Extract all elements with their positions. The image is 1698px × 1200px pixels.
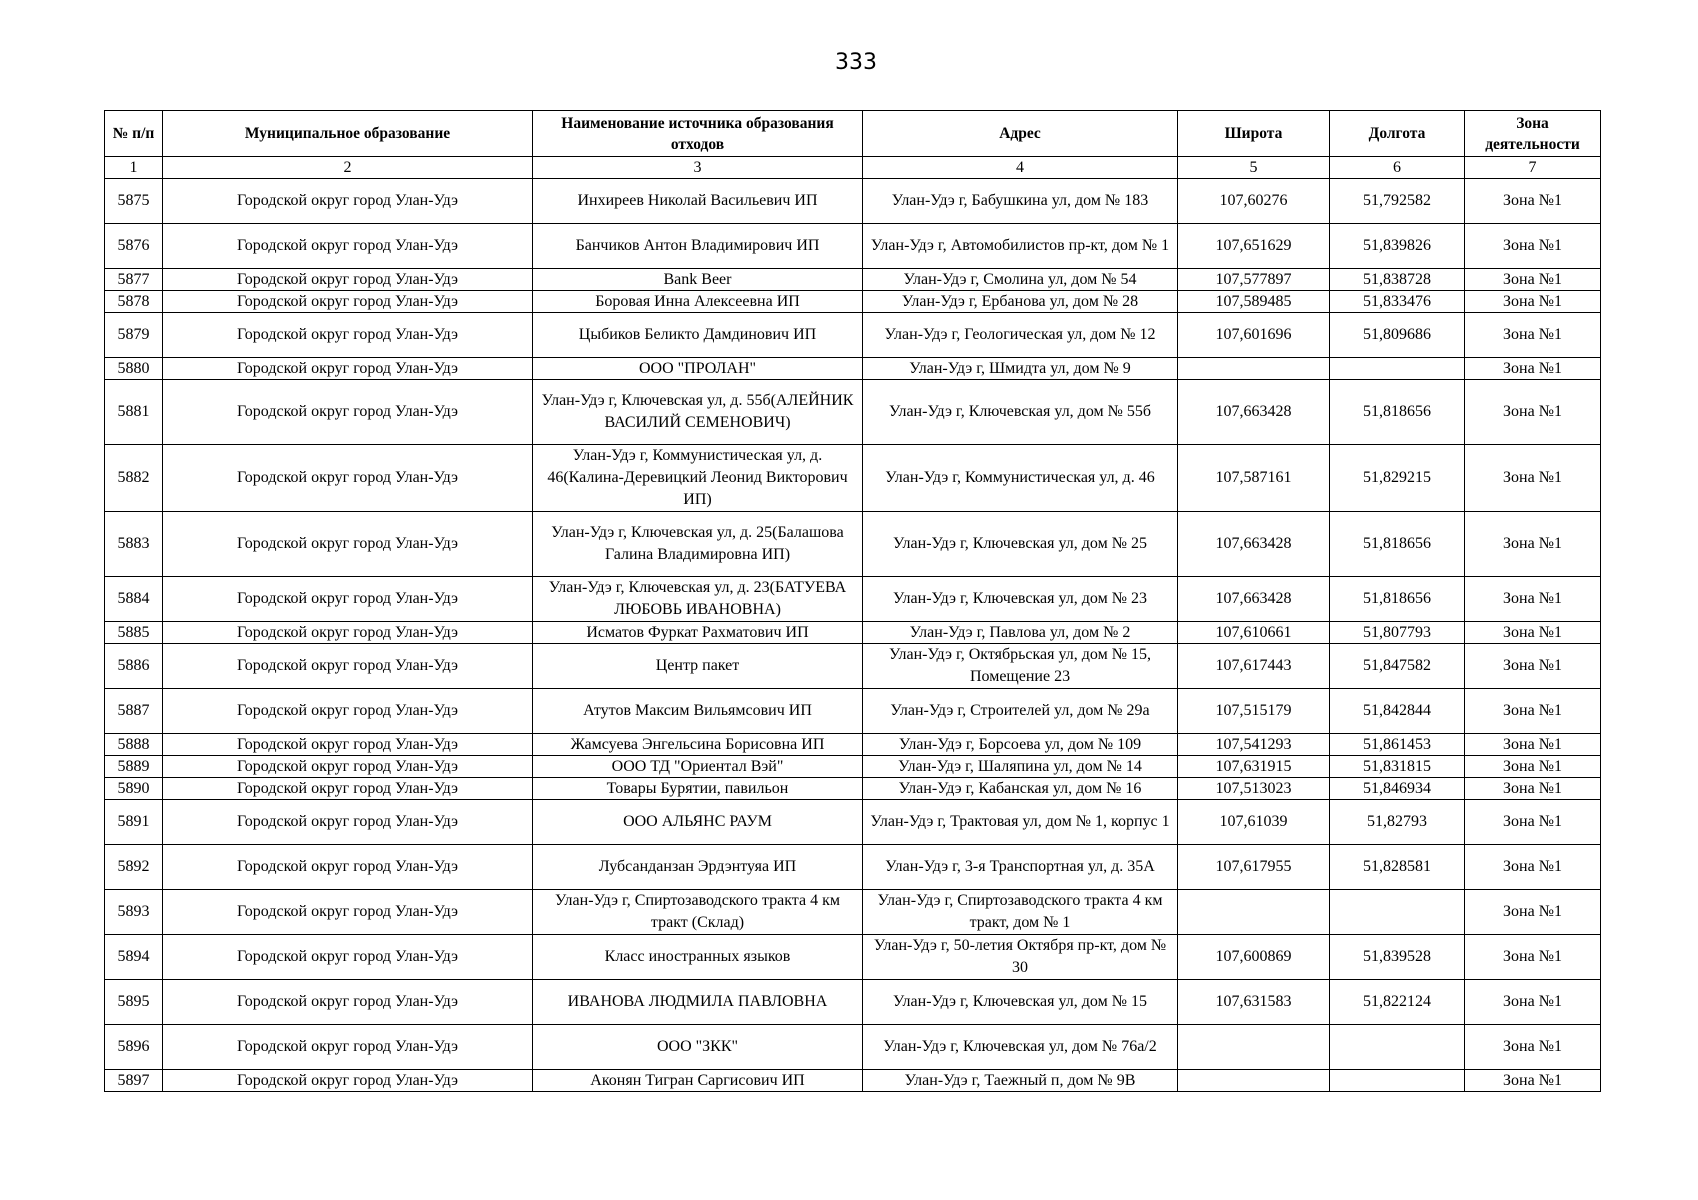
- row-number-cell: 5894: [105, 935, 163, 980]
- table-row: [105, 269, 1601, 291]
- longitude-cell: 51,792582: [1330, 179, 1465, 224]
- address-cell: Улан-Удэ г, Строителей ул, дом № 29а: [863, 689, 1178, 734]
- longitude-cell: 51,839826: [1330, 224, 1465, 269]
- address-cell: Улан-Удэ г, Трактовая ул, дом № 1, корпус 1: [863, 800, 1178, 845]
- zone-cell: Зона №1: [1465, 622, 1601, 644]
- municipality-cell: Городской округ город Улан-Удэ: [163, 778, 533, 800]
- longitude-cell: 51,842844: [1330, 689, 1465, 734]
- latitude-cell: 107,631583: [1178, 980, 1330, 1025]
- latitude-cell: [1178, 1025, 1330, 1070]
- longitude-cell: 51,809686: [1330, 313, 1465, 358]
- latitude-cell: 107,60276: [1178, 179, 1330, 224]
- latitude-cell: 107,663428: [1178, 380, 1330, 445]
- longitude-cell: 51,818656: [1330, 577, 1465, 622]
- latitude-cell: [1178, 358, 1330, 380]
- source-name-cell: Исматов Фуркат Рахматович ИП: [533, 622, 863, 644]
- municipality-cell: Городской округ город Улан-Удэ: [163, 689, 533, 734]
- address-cell: Улан-Удэ г, Автомобилистов пр-кт, дом № 1: [863, 224, 1178, 269]
- address-cell: Улан-Удэ г, Геологическая ул, дом № 12: [863, 313, 1178, 358]
- row-number-cell: 5887: [105, 689, 163, 734]
- longitude-cell: 51,839528: [1330, 935, 1465, 980]
- table-row: [105, 778, 1601, 800]
- page-number: 333: [835, 50, 877, 75]
- address-cell: Улан-Удэ г, Кабанская ул, дом № 16: [863, 778, 1178, 800]
- column-index: 4: [863, 157, 1178, 179]
- table-body: [105, 179, 1601, 1092]
- longitude-cell: 51,831815: [1330, 756, 1465, 778]
- longitude-cell: 51,818656: [1330, 380, 1465, 445]
- source-name-cell: Атутов Максим Вильямсович ИП: [533, 689, 863, 734]
- source-name-cell: ИВАНОВА ЛЮДМИЛА ПАВЛОВНА: [533, 980, 863, 1025]
- zone-cell: Зона №1: [1465, 1025, 1601, 1070]
- zone-cell: Зона №1: [1465, 313, 1601, 358]
- latitude-cell: 107,631915: [1178, 756, 1330, 778]
- source-name-cell: Bank Beer: [533, 269, 863, 291]
- table-row: [105, 313, 1601, 358]
- column-header-source-name: Наименование источника образования отходов: [533, 111, 863, 157]
- address-cell: Улан-Удэ г, Коммунистическая ул, д. 46: [863, 445, 1178, 512]
- longitude-cell: 51,818656: [1330, 512, 1465, 577]
- municipality-cell: Городской округ город Улан-Удэ: [163, 980, 533, 1025]
- longitude-cell: 51,829215: [1330, 445, 1465, 512]
- latitude-cell: 107,651629: [1178, 224, 1330, 269]
- source-name-cell: ООО ТД "Ориентал Вэй": [533, 756, 863, 778]
- zone-cell: Зона №1: [1465, 512, 1601, 577]
- municipality-cell: Городской округ город Улан-Удэ: [163, 644, 533, 689]
- address-cell: Улан-Удэ г, Бабушкина ул, дом № 183: [863, 179, 1178, 224]
- longitude-cell: 51,82793: [1330, 800, 1465, 845]
- source-name-cell: Жамсуева Энгельсина Борисовна ИП: [533, 734, 863, 756]
- latitude-cell: 107,663428: [1178, 577, 1330, 622]
- latitude-cell: 107,589485: [1178, 291, 1330, 313]
- zone-cell: Зона №1: [1465, 845, 1601, 890]
- zone-cell: Зона №1: [1465, 445, 1601, 512]
- address-cell: Улан-Удэ г, Ключевская ул, дом № 15: [863, 980, 1178, 1025]
- column-header-longitude: Долгота: [1330, 111, 1465, 157]
- source-name-cell: ООО АЛЬЯНС РАУМ: [533, 800, 863, 845]
- column-index: 3: [533, 157, 863, 179]
- row-number-cell: 5881: [105, 380, 163, 445]
- address-cell: Улан-Удэ г, Ербанова ул, дом № 28: [863, 291, 1178, 313]
- latitude-cell: 107,617443: [1178, 644, 1330, 689]
- row-number-cell: 5889: [105, 756, 163, 778]
- source-name-cell: Аконян Тигран Саргисович ИП: [533, 1070, 863, 1092]
- latitude-cell: 107,587161: [1178, 445, 1330, 512]
- municipality-cell: Городской округ город Улан-Удэ: [163, 380, 533, 445]
- column-header-municipality: Муниципальное образование: [163, 111, 533, 157]
- table-row: [105, 358, 1601, 380]
- row-number-cell: 5895: [105, 980, 163, 1025]
- row-number-cell: 5892: [105, 845, 163, 890]
- municipality-cell: Городской округ город Улан-Удэ: [163, 577, 533, 622]
- table-row: [105, 380, 1601, 445]
- table-row: [105, 224, 1601, 269]
- longitude-cell: 51,861453: [1330, 734, 1465, 756]
- longitude-cell: 51,833476: [1330, 291, 1465, 313]
- municipality-cell: Городской округ город Улан-Удэ: [163, 734, 533, 756]
- source-name-cell: Улан-Удэ г, Ключевская ул, д. 23(БАТУЕВА ЛЮБОВЬ ИВАНОВНА): [533, 577, 863, 622]
- row-number-cell: 5890: [105, 778, 163, 800]
- municipality-cell: Городской округ город Улан-Удэ: [163, 890, 533, 935]
- municipality-cell: Городской округ город Улан-Удэ: [163, 622, 533, 644]
- waste-source-table: [104, 110, 1601, 1092]
- address-cell: Улан-Удэ г, Шмидта ул, дом № 9: [863, 358, 1178, 380]
- source-name-cell: Лубсанданзан Эрдэнтуяа ИП: [533, 845, 863, 890]
- row-number-cell: 5891: [105, 800, 163, 845]
- municipality-cell: Городской округ город Улан-Удэ: [163, 445, 533, 512]
- row-number-cell: 5897: [105, 1070, 163, 1092]
- address-cell: Улан-Удэ г, Ключевская ул, дом № 55б: [863, 380, 1178, 445]
- zone-cell: Зона №1: [1465, 800, 1601, 845]
- address-cell: Улан-Удэ г, Борсоева ул, дом № 109: [863, 734, 1178, 756]
- row-number-cell: 5893: [105, 890, 163, 935]
- address-cell: Улан-Удэ г, Ключевская ул, дом № 25: [863, 512, 1178, 577]
- longitude-cell: [1330, 1025, 1465, 1070]
- longitude-cell: 51,846934: [1330, 778, 1465, 800]
- row-number-cell: 5888: [105, 734, 163, 756]
- table-row: [105, 890, 1601, 935]
- zone-cell: Зона №1: [1465, 291, 1601, 313]
- zone-cell: Зона №1: [1465, 935, 1601, 980]
- zone-cell: Зона №1: [1465, 577, 1601, 622]
- latitude-cell: 107,61039: [1178, 800, 1330, 845]
- source-name-cell: Центр пакет: [533, 644, 863, 689]
- row-number-cell: 5879: [105, 313, 163, 358]
- column-header-number: № п/п: [105, 111, 163, 157]
- column-index: 2: [163, 157, 533, 179]
- zone-cell: Зона №1: [1465, 689, 1601, 734]
- header-row: [105, 111, 1601, 157]
- latitude-cell: 107,601696: [1178, 313, 1330, 358]
- row-number-cell: 5876: [105, 224, 163, 269]
- zone-cell: Зона №1: [1465, 890, 1601, 935]
- source-name-cell: Инхиреев Николай Васильевич ИП: [533, 179, 863, 224]
- municipality-cell: Городской округ город Улан-Удэ: [163, 313, 533, 358]
- column-header-address: Адрес: [863, 111, 1178, 157]
- table-row: [105, 935, 1601, 980]
- longitude-cell: 51,847582: [1330, 644, 1465, 689]
- latitude-cell: 107,617955: [1178, 845, 1330, 890]
- zone-cell: Зона №1: [1465, 778, 1601, 800]
- column-index: 7: [1465, 157, 1601, 179]
- table-row: [105, 845, 1601, 890]
- column-index-row: [105, 157, 1601, 179]
- row-number-cell: 5883: [105, 512, 163, 577]
- table-row: [105, 622, 1601, 644]
- source-name-cell: Класс иностранных языков: [533, 935, 863, 980]
- source-name-cell: Товары Бурятии, павильон: [533, 778, 863, 800]
- row-number-cell: 5875: [105, 179, 163, 224]
- table-row: [105, 980, 1601, 1025]
- latitude-cell: 107,663428: [1178, 512, 1330, 577]
- column-index: 5: [1178, 157, 1330, 179]
- zone-cell: Зона №1: [1465, 1070, 1601, 1092]
- address-cell: Улан-Удэ г, Ключевская ул, дом № 23: [863, 577, 1178, 622]
- table-row: [105, 689, 1601, 734]
- longitude-cell: [1330, 358, 1465, 380]
- zone-cell: Зона №1: [1465, 756, 1601, 778]
- zone-cell: Зона №1: [1465, 224, 1601, 269]
- address-cell: Улан-Удэ г, Ключевская ул, дом № 76а/2: [863, 1025, 1178, 1070]
- address-cell: Улан-Удэ г, Таежный п, дом № 9В: [863, 1070, 1178, 1092]
- row-number-cell: 5885: [105, 622, 163, 644]
- zone-cell: Зона №1: [1465, 179, 1601, 224]
- address-cell: Улан-Удэ г, Шаляпина ул, дом № 14: [863, 756, 1178, 778]
- latitude-cell: [1178, 1070, 1330, 1092]
- zone-cell: Зона №1: [1465, 269, 1601, 291]
- row-number-cell: 5878: [105, 291, 163, 313]
- municipality-cell: Городской округ город Улан-Удэ: [163, 269, 533, 291]
- row-number-cell: 5896: [105, 1025, 163, 1070]
- source-name-cell: Улан-Удэ г, Ключевская ул, д. 55б(АЛЕЙНИК ВАСИЛИЙ СЕМЕНОВИЧ): [533, 380, 863, 445]
- zone-cell: Зона №1: [1465, 358, 1601, 380]
- latitude-cell: [1178, 890, 1330, 935]
- zone-cell: Зона №1: [1465, 380, 1601, 445]
- municipality-cell: Городской округ город Улан-Удэ: [163, 291, 533, 313]
- longitude-cell: 51,807793: [1330, 622, 1465, 644]
- address-cell: Улан-Удэ г, Смолина ул, дом № 54: [863, 269, 1178, 291]
- latitude-cell: 107,577897: [1178, 269, 1330, 291]
- table-row: [105, 445, 1601, 512]
- latitude-cell: 107,600869: [1178, 935, 1330, 980]
- row-number-cell: 5886: [105, 644, 163, 689]
- source-name-cell: Цыбиков Беликто Дамдинович ИП: [533, 313, 863, 358]
- latitude-cell: 107,610661: [1178, 622, 1330, 644]
- source-name-cell: ООО "ПРОЛАН": [533, 358, 863, 380]
- table-row: [105, 756, 1601, 778]
- zone-cell: Зона №1: [1465, 980, 1601, 1025]
- table-row: [105, 1070, 1601, 1092]
- source-name-cell: Боровая Инна Алексеевна ИП: [533, 291, 863, 313]
- municipality-cell: Городской округ город Улан-Удэ: [163, 358, 533, 380]
- table-row: [105, 512, 1601, 577]
- municipality-cell: Городской округ город Улан-Удэ: [163, 1070, 533, 1092]
- latitude-cell: 107,513023: [1178, 778, 1330, 800]
- municipality-cell: Городской округ город Улан-Удэ: [163, 935, 533, 980]
- table-row: [105, 644, 1601, 689]
- column-header-latitude: Широта: [1178, 111, 1330, 157]
- source-name-cell: Улан-Удэ г, Коммунистическая ул, д. 46(Калина-Деревицкий Леонид Викторович ИП): [533, 445, 863, 512]
- table-row: [105, 577, 1601, 622]
- column-index: 6: [1330, 157, 1465, 179]
- municipality-cell: Городской округ город Улан-Удэ: [163, 1025, 533, 1070]
- longitude-cell: [1330, 890, 1465, 935]
- latitude-cell: 107,515179: [1178, 689, 1330, 734]
- longitude-cell: 51,822124: [1330, 980, 1465, 1025]
- column-header-zone: Зона деятельности: [1465, 111, 1601, 157]
- row-number-cell: 5880: [105, 358, 163, 380]
- latitude-cell: 107,541293: [1178, 734, 1330, 756]
- longitude-cell: 51,828581: [1330, 845, 1465, 890]
- address-cell: Улан-Удэ г, 50-летия Октября пр-кт, дом № 30: [863, 935, 1178, 980]
- longitude-cell: [1330, 1070, 1465, 1092]
- row-number-cell: 5882: [105, 445, 163, 512]
- address-cell: Улан-Удэ г, Октябрьская ул, дом № 15, Помещение 23: [863, 644, 1178, 689]
- municipality-cell: Городской округ город Улан-Удэ: [163, 800, 533, 845]
- column-index: 1: [105, 157, 163, 179]
- zone-cell: Зона №1: [1465, 734, 1601, 756]
- source-name-cell: Улан-Удэ г, Спиртозаводского тракта 4 км тракт (Склад): [533, 890, 863, 935]
- table-row: [105, 1025, 1601, 1070]
- table-row: [105, 291, 1601, 313]
- address-cell: Улан-Удэ г, Павлова ул, дом № 2: [863, 622, 1178, 644]
- municipality-cell: Городской округ город Улан-Удэ: [163, 756, 533, 778]
- row-number-cell: 5884: [105, 577, 163, 622]
- source-name-cell: Улан-Удэ г, Ключевская ул, д. 25(Балашова Галина Владимировна ИП): [533, 512, 863, 577]
- zone-cell: Зона №1: [1465, 644, 1601, 689]
- address-cell: Улан-Удэ г, 3-я Транспортная ул, д. 35А: [863, 845, 1178, 890]
- table-row: [105, 800, 1601, 845]
- table-row: [105, 734, 1601, 756]
- source-name-cell: ООО "ЗКК": [533, 1025, 863, 1070]
- source-name-cell: Банчиков Антон Владимирович ИП: [533, 224, 863, 269]
- table-row: [105, 179, 1601, 224]
- municipality-cell: Городской округ город Улан-Удэ: [163, 224, 533, 269]
- municipality-cell: Городской округ город Улан-Удэ: [163, 179, 533, 224]
- address-cell: Улан-Удэ г, Спиртозаводского тракта 4 км тракт, дом № 1: [863, 890, 1178, 935]
- municipality-cell: Городской округ город Улан-Удэ: [163, 512, 533, 577]
- municipality-cell: Городской округ город Улан-Удэ: [163, 845, 533, 890]
- longitude-cell: 51,838728: [1330, 269, 1465, 291]
- row-number-cell: 5877: [105, 269, 163, 291]
